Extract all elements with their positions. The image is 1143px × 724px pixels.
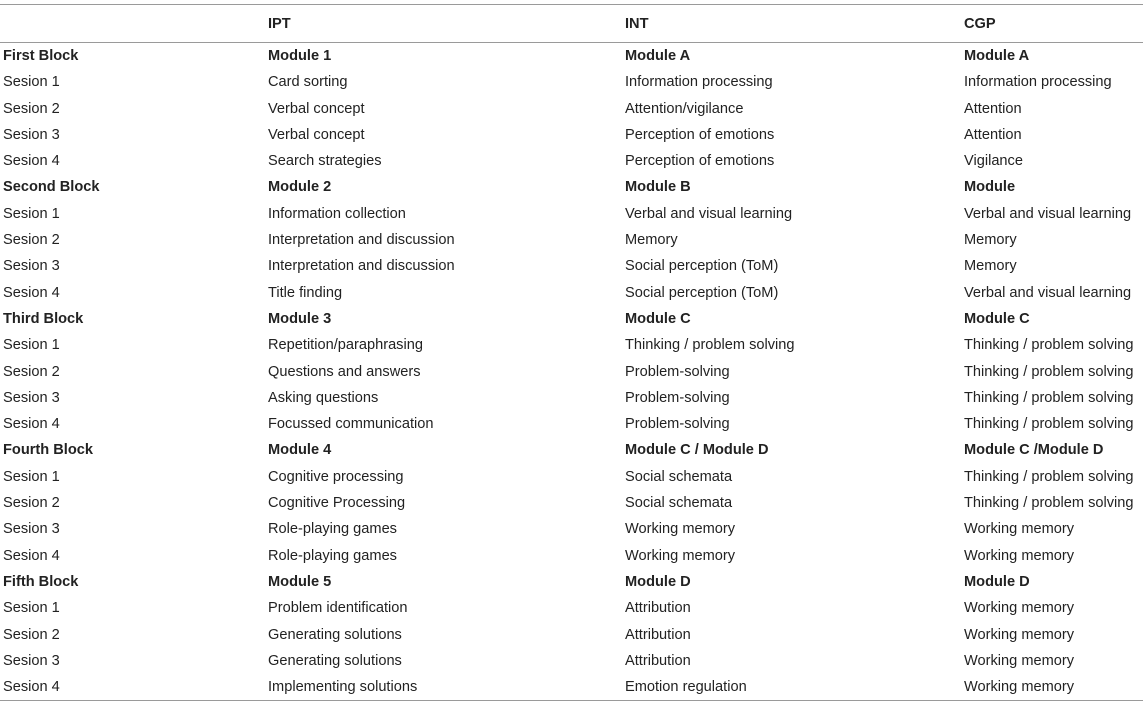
block-cell: Sesion 3	[3, 652, 60, 669]
ipt-cell: Questions and answers	[268, 363, 421, 380]
table-row	[0, 411, 1143, 437]
block-header-row	[0, 306, 1143, 332]
int-cell: Module B	[625, 179, 691, 196]
ipt-cell: Role-playing games	[268, 521, 397, 538]
cgp-cell: Vigilance	[964, 153, 1023, 170]
cgp-cell: Memory	[964, 232, 1017, 249]
int-cell: Module C	[625, 310, 691, 327]
int-cell: Module A	[625, 48, 691, 64]
ipt-cell: Interpretation and discussion	[268, 232, 455, 249]
cgp-cell: Verbal and visual learning	[964, 205, 1132, 222]
ipt-cell: Verbal concept	[268, 126, 365, 143]
table-row	[0, 385, 1143, 411]
ipt-cell: Asking questions	[268, 389, 379, 406]
block-cell: Sesion 1	[3, 74, 60, 91]
block-header-row	[0, 437, 1143, 463]
int-cell: Problem-solving	[625, 363, 730, 380]
block-cell: Second Block	[3, 179, 100, 196]
table-row	[0, 516, 1143, 542]
cgp-cell: Memory	[964, 258, 1017, 275]
block-cell: Sesion 4	[0, 674, 265, 701]
table-row	[0, 122, 1143, 148]
int-cell: Social schemata	[625, 468, 733, 485]
block-cell: Sesion 1	[3, 600, 60, 617]
header-cell-ipt: IPT	[265, 5, 622, 43]
cgp-cell: Working memory	[964, 521, 1075, 538]
int-cell: Verbal and visual learning	[625, 205, 793, 222]
int-cell: Social perception (ToM)	[625, 258, 779, 275]
cgp-cell: Module C /Module D	[964, 442, 1104, 459]
table-row	[0, 359, 1143, 385]
block-cell: Sesion 1	[3, 468, 60, 485]
table-row	[0, 253, 1143, 279]
block-cell: Fifth Block	[3, 573, 79, 590]
ipt-cell: Generating solutions	[268, 626, 402, 643]
table-row	[0, 595, 1143, 621]
header-row	[0, 5, 1143, 43]
cgp-cell: Thinking / problem solving	[964, 416, 1134, 433]
block-cell: Sesion 3	[3, 521, 60, 538]
block-cell: Sesion 4	[3, 153, 60, 170]
cgp-cell: Working memory	[964, 626, 1075, 643]
ipt-cell: Generating solutions	[268, 652, 402, 669]
cgp-cell: Verbal and visual learning	[964, 284, 1132, 301]
int-cell: Social perception (ToM)	[625, 284, 779, 301]
ipt-cell: Search strategies	[268, 153, 382, 170]
block-cell: Sesion 4	[3, 416, 60, 433]
header-cell-blank	[0, 5, 265, 43]
int-cell: Problem-solving	[625, 416, 730, 433]
ipt-cell: Repetition/paraphrasing	[268, 337, 423, 354]
int-cell: Working memory	[625, 521, 736, 538]
int-cell: Module C / Module D	[625, 442, 769, 459]
table-row	[0, 201, 1143, 227]
int-cell: Perception of emotions	[625, 126, 775, 143]
block-cell: Sesion 1	[3, 337, 60, 354]
block-cell: Sesion 2	[3, 626, 60, 643]
ipt-cell: Problem identification	[268, 600, 408, 617]
ipt-cell: Module 2	[268, 179, 332, 196]
int-cell: Module D	[625, 573, 691, 590]
block-cell: Sesion 4	[3, 284, 60, 301]
data-table	[0, 5, 1143, 701]
int-cell: Working memory	[625, 547, 736, 564]
block-cell: Third Block	[3, 310, 84, 327]
table-row	[0, 648, 1143, 674]
table-row	[0, 148, 1143, 174]
cgp-cell: Module A	[964, 48, 1030, 64]
block-cell: Sesion 2	[3, 232, 60, 249]
table-row	[0, 280, 1143, 306]
cgp-cell: Working memory	[964, 600, 1075, 617]
block-cell: Sesion 4	[3, 547, 60, 564]
ipt-cell: Module 3	[268, 310, 332, 327]
table-header	[0, 5, 1143, 43]
block-cell: Sesion 3	[3, 258, 60, 275]
int-cell: Attention/vigilance	[625, 100, 744, 117]
block-header-row	[0, 569, 1143, 595]
table-row	[0, 332, 1143, 358]
cgp-cell: Thinking / problem solving	[964, 495, 1134, 512]
int-cell: Memory	[625, 232, 678, 249]
ipt-cell: Verbal concept	[268, 100, 365, 117]
int-cell: Attribution	[625, 600, 691, 617]
table-row	[0, 69, 1143, 95]
block-header-row	[0, 174, 1143, 200]
block-cell: First Block	[3, 48, 79, 64]
ipt-cell: Cognitive processing	[268, 468, 404, 485]
cgp-cell: Information processing	[964, 74, 1112, 91]
ipt-cell: Module 4	[268, 442, 332, 459]
cgp-cell: Thinking / problem solving	[964, 337, 1134, 354]
int-cell: Social schemata	[625, 495, 733, 512]
header-cell-int: INT	[622, 5, 961, 43]
ipt-cell: Focussed communication	[268, 416, 434, 433]
table-row	[0, 227, 1143, 253]
int-cell: Emotion regulation	[622, 674, 961, 701]
cgp-cell: Attention	[964, 126, 1022, 143]
cgp-cell: Module D	[964, 573, 1030, 590]
table-row	[0, 674, 1143, 701]
ipt-cell: Card sorting	[268, 74, 348, 91]
int-cell: Information processing	[625, 74, 773, 91]
block-cell: Sesion 1	[3, 205, 60, 222]
block-cell: Fourth Block	[3, 442, 93, 459]
block-header-row	[0, 43, 1143, 70]
block-cell: Sesion 3	[3, 389, 60, 406]
table-row	[0, 543, 1143, 569]
cgp-cell: Attention	[964, 100, 1022, 117]
cgp-cell: Working memory	[961, 674, 1143, 701]
ipt-cell: Information collection	[268, 205, 406, 222]
block-cell: Sesion 3	[3, 126, 60, 143]
cgp-cell: Working memory	[964, 547, 1075, 564]
table-body	[0, 43, 1143, 701]
ipt-cell: Implementing solutions	[265, 674, 622, 701]
table-row	[0, 464, 1143, 490]
ipt-cell: Interpretation and discussion	[268, 258, 455, 275]
cgp-cell: Thinking / problem solving	[964, 363, 1134, 380]
block-cell: Sesion 2	[3, 100, 60, 117]
header-cell-cgp: CGP	[961, 5, 1143, 43]
ipt-cell: Cognitive Processing	[268, 495, 406, 512]
int-cell: Perception of emotions	[625, 153, 775, 170]
int-cell: Problem-solving	[625, 389, 730, 406]
cgp-cell: Module C	[964, 310, 1030, 327]
int-cell: Attribution	[625, 626, 691, 643]
table-row	[0, 490, 1143, 516]
block-cell: Sesion 2	[3, 495, 60, 512]
block-cell: Sesion 2	[3, 363, 60, 380]
ipt-cell: Module 1	[268, 48, 332, 64]
cgp-cell: Thinking / problem solving	[964, 389, 1134, 406]
cgp-cell: Thinking / problem solving	[964, 468, 1134, 485]
ipt-cell: Module 5	[268, 573, 332, 590]
ipt-cell: Role-playing games	[268, 547, 397, 564]
int-cell: Attribution	[625, 652, 691, 669]
cgp-cell: Module	[964, 179, 1016, 196]
table-row	[0, 622, 1143, 648]
cgp-cell: Working memory	[964, 652, 1075, 669]
table-row	[0, 96, 1143, 122]
ipt-cell: Title finding	[268, 284, 343, 301]
int-cell: Thinking / problem solving	[625, 337, 795, 354]
